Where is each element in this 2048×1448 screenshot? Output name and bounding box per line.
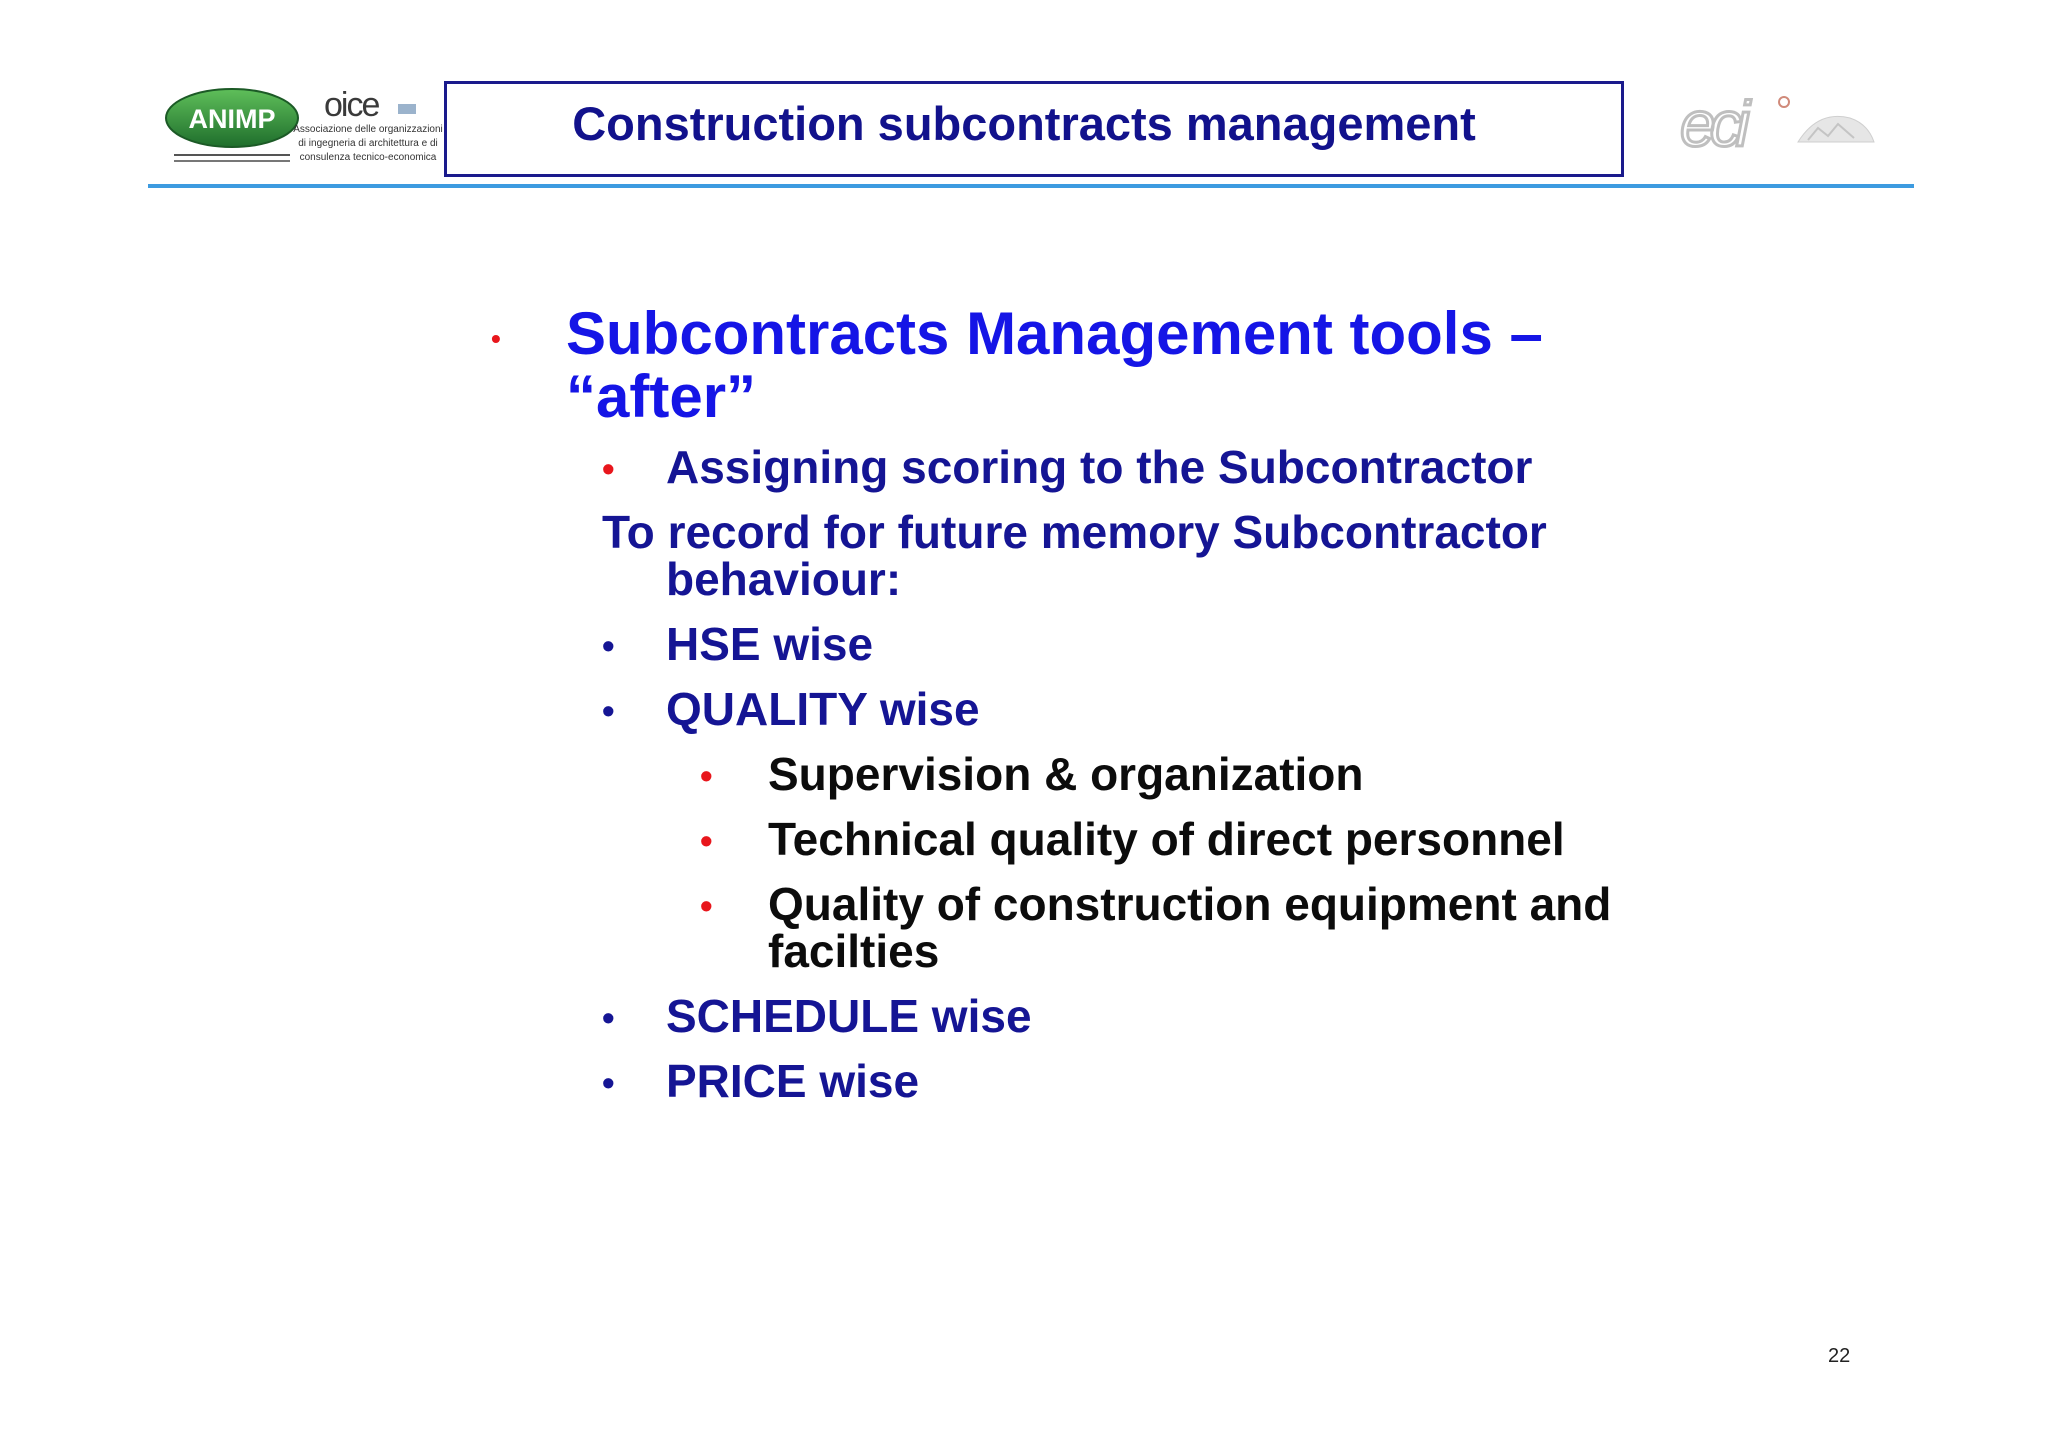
bullet-assigning: • [602,448,615,489]
item-equipment-line-1: Quality of construction equipment and [768,878,1612,930]
oice-logo [293,86,443,166]
slide-title-box [444,81,1624,177]
oice-line-2: di ingegneria di architettura e di [298,138,438,149]
bullet-schedule: • [602,997,615,1038]
item-technical-quality: Technical quality of direct personnel [768,813,1565,865]
bullet-quality: • [602,690,615,731]
item-supervision: Supervision & organization [768,748,1364,800]
eci-logo [1678,88,1878,160]
slide-title: Construction subcontracts management [572,96,1476,150]
oice-logo-text: oice [324,86,379,124]
item-record-line-1: To record for future memory Subcontractor [602,506,1547,558]
bullet-technical: • [700,820,713,861]
page-number: 22 [1828,1345,1851,1367]
heading-bullet: • [491,323,501,354]
animp-logo [164,86,300,170]
bullet-price: • [602,1062,615,1103]
item-equipment-line-2: facilties [768,925,940,977]
heading-line-1: Subcontracts Management tools – [566,300,1543,367]
item-record-line-2: behaviour: [666,553,902,605]
item-price-wise: PRICE wise [666,1055,920,1107]
oice-line-1: Associazione delle organizzazioni [293,124,443,135]
bullet-equipment: • [700,885,713,926]
header-divider [148,184,1914,188]
oice-line-3: consulenza tecnico-economica [299,152,437,163]
item-assigning-scoring: Assigning scoring to the Subcontractor [666,441,1533,493]
eci-logo-text: eci [1680,88,1744,160]
animp-logo-text: ANIMP [188,104,276,134]
bullet-hse: • [602,625,615,666]
item-quality-wise: QUALITY wise [666,683,980,735]
bullet-supervision: • [700,755,713,796]
heading-line-2: “after” [566,363,757,430]
item-schedule-wise: SCHEDULE wise [666,990,1032,1042]
item-hse-wise: HSE wise [666,618,874,670]
